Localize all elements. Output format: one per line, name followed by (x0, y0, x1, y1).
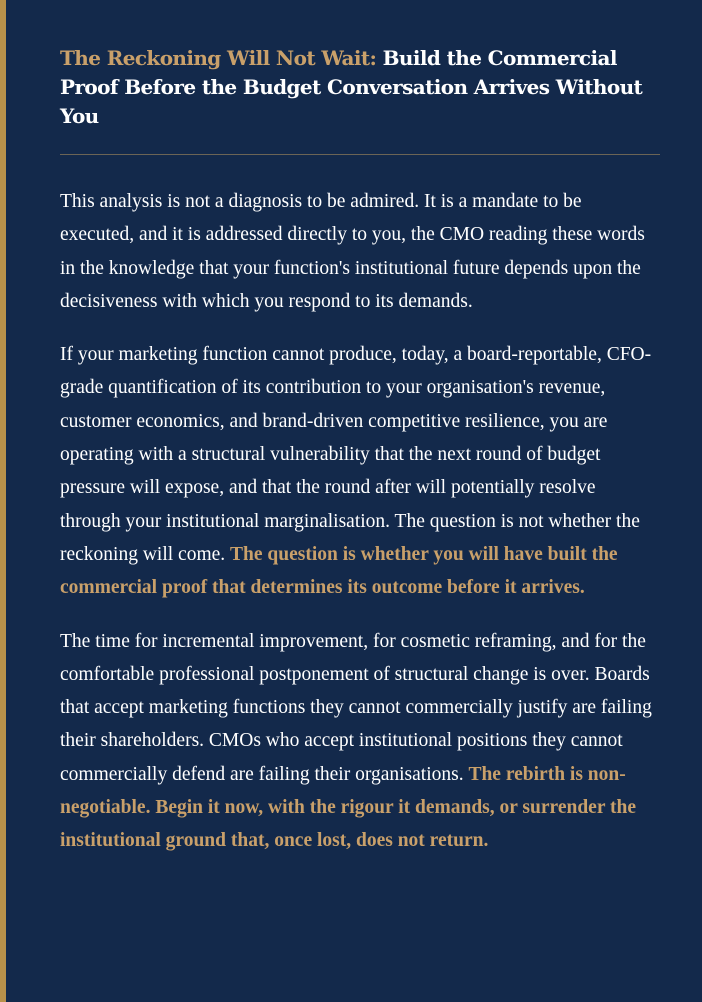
heading-rest: Build the Commercial Proof Before the Budget Conversation Arrives Without You (60, 46, 643, 128)
paragraph-3-text: The time for incremental improvement, for cosmetic reframing, and for the comfortable professional postponement of structural change is over. Boards that accept marketing functions they cannot commercially justify are failing their shareholders. CMOs who accept institutional positions they cannot commercially defend are failing their organisations. (60, 630, 652, 785)
paragraph-2-emphasis: The question is whether you will have built the commercial proof that determines its outcome before it arrives. (60, 543, 618, 599)
paragraph-2 (60, 338, 660, 604)
paragraph-3-emphasis: The rebirth is non-negotiable. Begin it now, with the rigour it demands, or surrender the institutional ground that, once lost, does not return. (60, 763, 636, 852)
heading-divider (60, 154, 660, 155)
paragraph-1 (60, 185, 660, 318)
paragraph-2-text: If your marketing function cannot produce, today, a board-reportable, CFO-grade quantification of its contribution to your organisation's revenue, customer economics, and brand-driven competitive resilience, you are operating with a structural vulnerability that the next round of budget pressure will expose, and that the round after will potentially resolve through your institutional marginalisation. The question is not whether the reckoning will come. (60, 344, 652, 565)
paragraph-1-text: This analysis is not a diagnosis to be admired. It is a mandate to be executed, and it is addressed directly to you, the CMO reading these words in the knowledge that your function's institutional future depends upon the decisiveness with which you respond to its demands. (60, 191, 645, 312)
article-content (60, 44, 660, 878)
heading-accent: The Reckoning Will Not Wait: (60, 46, 377, 70)
paragraph-3 (60, 625, 660, 858)
article-heading (60, 44, 660, 131)
